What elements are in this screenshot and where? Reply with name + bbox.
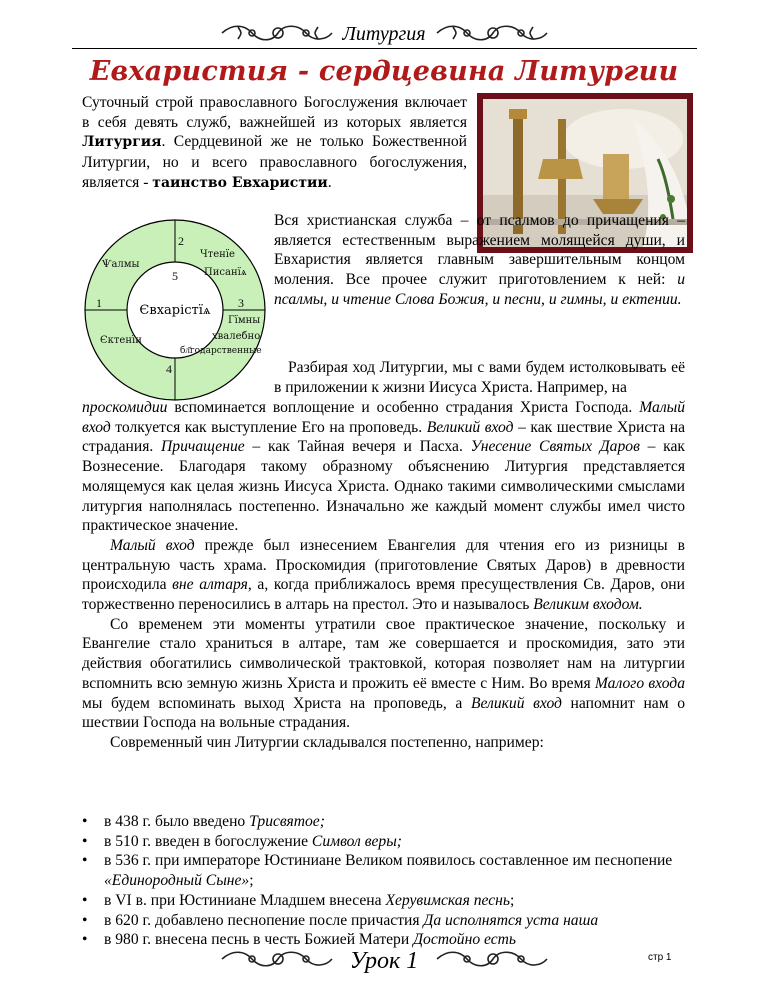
bullet-tail: ; <box>249 872 254 890</box>
label-reading-2: Писанїѧ <box>204 267 247 278</box>
bullet-italic: Трисвятое; <box>249 813 325 830</box>
eucharist-diagram <box>80 215 270 405</box>
footer-ornament-right-icon <box>433 948 551 970</box>
bullet-text: в 620 г. добавлено песнопение после причастия <box>104 911 424 929</box>
slavonic-eucharist: таинство Евхаристии <box>152 174 328 191</box>
footer-title: Урок 1 <box>349 948 419 974</box>
p3-text-e: – как Тайная вечеря и Пасха. <box>244 438 471 456</box>
p3-it4: Причащение <box>161 438 245 456</box>
bullet-text: в 536 г. при императоре Юстиниане Великом появилось составленное им песнопение <box>104 852 673 870</box>
p3-it2: Малый вход <box>82 399 685 436</box>
intro-text-3: . <box>327 173 332 191</box>
bullet-italic: «Единородный Сыне» <box>104 872 250 890</box>
p5-text-c: напомнит нам о шествии Господа на вольные страдания. <box>82 694 685 732</box>
bullet-tail: ; <box>509 891 515 909</box>
label-hymns-3: бл҃годарственные <box>180 346 262 356</box>
diagram-number-3: 3 <box>238 296 244 310</box>
page-number: стр 1 <box>648 952 672 963</box>
list-item <box>104 930 685 950</box>
p4-text-a: прежде был изнесением Евангелия для чтения его из ризницы в центральную часть храма. Проскомидия (приготовление Святых Даров) в древности происходила <box>82 536 686 594</box>
page-header <box>0 10 768 50</box>
diagram-number-1: 1 <box>96 296 102 310</box>
label-psalms: Ѱалмы <box>102 259 140 270</box>
p3-it1: проскомидии <box>82 399 168 416</box>
p3-text-a: Разбирая ход Литургии, мы с вами будем истолковывать её в приложении к жизни Иисуса Христа. Например, на <box>274 359 685 396</box>
header-title: Литургия <box>342 23 426 45</box>
p2-italic: и псалмы, и чтение Слова Божия, и песни, и гимны, и ектении. <box>274 271 685 308</box>
list-item <box>104 832 685 852</box>
p6: Современный чин Литургии складывался постепенно, например: <box>110 733 544 751</box>
bullet-text: в 510 г. введен в богослужение <box>104 832 312 850</box>
diagram-number-2: 2 <box>178 234 184 248</box>
p3-text-b: вспоминается воплощение и особенно страдания Христа Господа. <box>167 399 640 416</box>
bullet-text: в 980 г. внесена песнь в честь Божией Матери <box>104 931 414 949</box>
bullet-italic: Херувимская песнь <box>385 891 510 909</box>
ornament-right-icon <box>433 22 551 44</box>
bullet-text: в VI в. при Юстиниане Младшем внесена <box>104 891 386 909</box>
bullet-italic: Достойно есть <box>413 931 517 949</box>
diagram-number-5: 5 <box>172 269 178 283</box>
list-item <box>104 812 685 832</box>
main-title: Евхаристия - сердцевина Литургии <box>89 56 679 87</box>
p4-text-b: , а, когда приближалось время пресуществления Св. Даров, они торжественно переносились в алтарь на престол. Это и называлось <box>82 576 685 614</box>
list-item <box>104 911 685 931</box>
p5-it1: Малого входа <box>594 674 685 692</box>
slavonic-liturgy: Литургия <box>82 134 162 151</box>
p4-it2: вне алтаря <box>172 576 248 594</box>
p5-text-a: Со временем эти моменты утратили свое практическое значение, поскольку и Евангелие стало храниться в алтаре, там же совершается и проскомидия, зато эти действия обогатились символической трактовкой, которая позволяет нам на литургии вспомнить всю земную жизнь Христа и прожить её вместе с Ним. Во время <box>82 615 685 692</box>
body-text <box>82 398 685 753</box>
diagram-number-4: 4 <box>166 362 172 376</box>
intro-text-1: Суточный строй православного Богослужения включает в себя девять служб, важнейшей из которых является <box>82 94 467 131</box>
p4-it1: Малый вход <box>110 536 195 554</box>
p4-it3: Великим входом. <box>533 596 643 614</box>
intro-paragraph <box>82 93 467 194</box>
list-item <box>104 851 685 890</box>
p5-text-b: мы будем вспоминать выход Христа на проповедь, а <box>82 694 471 712</box>
p5-it2: Великий вход <box>470 694 562 712</box>
intro-text-2: . Сердцевиной же не только Божественной Литургии, но и всего православного богослужения, является - <box>82 133 467 191</box>
label-hymns-2: хвалебно <box>212 331 261 342</box>
header-rule <box>72 48 697 49</box>
bullet-italic: Да исполнятся уста наша <box>423 911 599 929</box>
p3-text-f: – как Вознесение. Благодаря такому образному объяснению Литургия представляется молящемуся как целая жизнь Иисуса Христа. Однако такими символическими смыслами литургия наполнялась постепенно. Изначально же каждый момент службы имел чисто практическое значение. <box>82 438 685 535</box>
p3-it5: Унесение Святых Даров <box>470 438 640 456</box>
list-item <box>104 891 685 911</box>
p3-text-d: – как шествие Христа на страдания. <box>82 418 686 456</box>
p3-it3: Великий вход <box>426 418 514 436</box>
bullet-list <box>104 812 685 950</box>
label-reading-1: Чтенїе <box>200 249 235 260</box>
second-paragraph <box>274 211 685 310</box>
p3-text-c: толкуется как выступление Его на проповедь. <box>110 418 427 436</box>
label-hymns-1: Гїмны <box>228 315 261 326</box>
paragraph-3 <box>274 358 685 397</box>
bullet-italic: Символ веры; <box>311 832 402 850</box>
label-ektenii: Єктенїи <box>100 335 142 346</box>
bullet-text: в 438 г. было введено <box>104 813 250 830</box>
diagram-center-label: Євхарістїѧ <box>139 303 211 318</box>
p2-text: Вся христианская служба – от псалмов до причащения – является естественным выражением молящейся души, и Евхаристия является главным завершительным концом моления. Все прочее служит приготовлением к ней: <box>274 212 685 289</box>
